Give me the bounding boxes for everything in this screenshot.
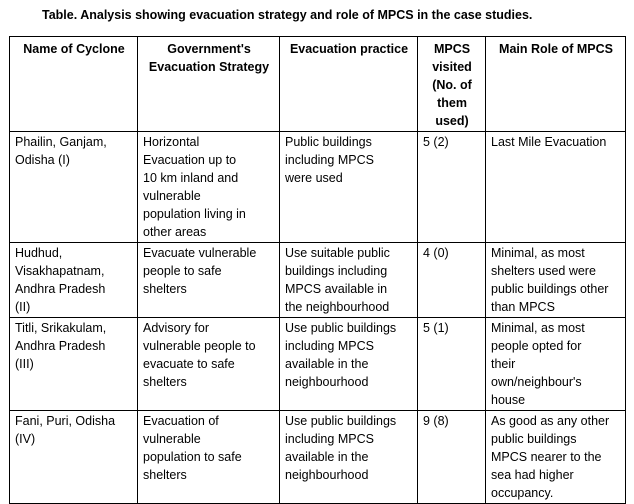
header-main-role: Main Role of MPCS <box>486 37 626 132</box>
table-caption: Table. Analysis showing evacuation strategy and role of MPCS in the case studies. <box>42 8 533 22</box>
cell-mpcs-visited: 4 (0) <box>418 243 486 318</box>
cell-strategy: Evacuate vulnerable people to safe shelters <box>138 243 280 318</box>
cell-mpcs-visited: 5 (1) <box>418 318 486 411</box>
cell-cyclone-name: Hudhud, Visakhapatnam, Andhra Pradesh (II) <box>10 243 138 318</box>
header-mpcs-visited: MPCS visited (No. of them used) <box>418 37 486 132</box>
cell-main-role: Minimal, as most shelters used were public buildings other than MPCS <box>486 243 626 318</box>
evacuation-analysis-table <box>9 36 626 504</box>
cell-cyclone-name: Phailin, Ganjam, Odisha (I) <box>10 132 138 243</box>
cell-main-role: As good as any other public buildings MPCS nearer to the sea had higher occupancy. <box>486 411 626 504</box>
cell-strategy: Advisory for vulnerable people to evacuate to safe shelters <box>138 318 280 411</box>
cell-practice: Use suitable public buildings including MPCS available in the neighbourhood <box>280 243 418 318</box>
cell-cyclone-name: Fani, Puri, Odisha (IV) <box>10 411 138 504</box>
cell-strategy: Evacuation of vulnerable population to safe shelters <box>138 411 280 504</box>
table-row <box>10 132 626 243</box>
cell-practice: Use public buildings including MPCS available in the neighbourhood <box>280 318 418 411</box>
cell-main-role: Last Mile Evacuation <box>486 132 626 243</box>
cell-main-role: Minimal, as most people opted for their own/neighbour's house <box>486 318 626 411</box>
header-evacuation-practice: Evacuation practice <box>280 37 418 132</box>
header-evacuation-strategy: Government's Evacuation Strategy <box>138 37 280 132</box>
cell-practice: Use public buildings including MPCS available in the neighbourhood <box>280 411 418 504</box>
table-row <box>10 243 626 318</box>
table-row <box>10 318 626 411</box>
table-row <box>10 411 626 504</box>
cell-cyclone-name: Titli, Srikakulam, Andhra Pradesh (III) <box>10 318 138 411</box>
cell-mpcs-visited: 9 (8) <box>418 411 486 504</box>
cell-mpcs-visited: 5 (2) <box>418 132 486 243</box>
cell-strategy: Horizontal Evacuation up to 10 km inland and vulnerable population living in other areas <box>138 132 280 243</box>
header-name-of-cyclone: Name of Cyclone <box>10 37 138 132</box>
table-header-row <box>10 37 626 132</box>
cell-practice: Public buildings including MPCS were used <box>280 132 418 243</box>
